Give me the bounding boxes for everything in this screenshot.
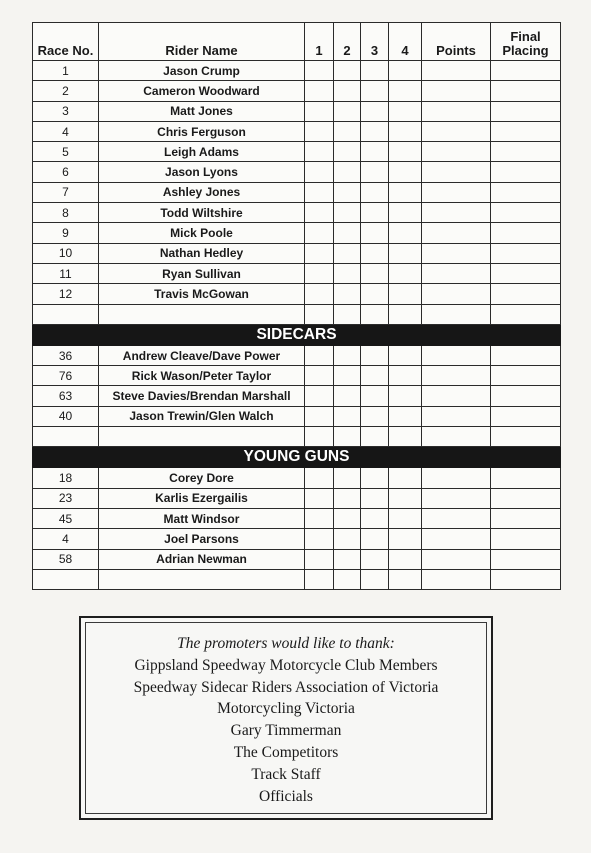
heat-3-cell[interactable] — [361, 406, 389, 426]
heat-2-cell[interactable] — [334, 81, 361, 101]
heat-1-cell[interactable] — [305, 366, 334, 386]
heat-4-cell[interactable] — [389, 142, 422, 162]
heat-1-cell[interactable] — [305, 121, 334, 141]
race-number: 11 — [33, 263, 99, 283]
rider-name: Nathan Hedley — [99, 243, 305, 263]
rider-name: Jason Trewin/Glen Walch — [99, 406, 305, 426]
final-placing-cell[interactable] — [491, 101, 561, 121]
final-placing-cell[interactable] — [491, 386, 561, 406]
col-rider-name: Rider Name — [99, 23, 305, 61]
race-number: 7 — [33, 182, 99, 202]
race-number: 12 — [33, 284, 99, 304]
thanks-line: Speedway Sidecar Riders Association of Victoria — [133, 678, 439, 696]
rider-row — [33, 243, 561, 263]
heat-4-cell[interactable] — [389, 529, 422, 549]
rider-row — [33, 142, 561, 162]
heat-3-cell[interactable] — [361, 223, 389, 243]
heat-1-cell[interactable] — [305, 304, 334, 324]
blank-row — [33, 427, 561, 447]
rider-name: Todd Wiltshire — [99, 203, 305, 223]
col-points: Points — [422, 23, 491, 61]
rider-name: Matt Jones — [99, 101, 305, 121]
rider-row — [33, 549, 561, 569]
points-cell[interactable] — [422, 427, 491, 447]
heat-1-cell[interactable] — [305, 345, 334, 365]
rider-name: Karlis Ezergailis — [99, 488, 305, 508]
heat-1-cell[interactable] — [305, 223, 334, 243]
race-number: 3 — [33, 101, 99, 121]
race-number[interactable] — [33, 427, 99, 447]
heat-3-cell[interactable] — [361, 549, 389, 569]
header-row — [33, 23, 561, 61]
heat-4-cell[interactable] — [389, 304, 422, 324]
points-cell[interactable] — [422, 243, 491, 263]
heat-1-cell[interactable] — [305, 142, 334, 162]
race-number: 6 — [33, 162, 99, 182]
heat-4-cell[interactable] — [389, 81, 422, 101]
rider-name: Ryan Sullivan — [99, 263, 305, 283]
rider-name: Corey Dore — [99, 468, 305, 488]
final-placing-cell[interactable] — [491, 304, 561, 324]
race-number: 63 — [33, 386, 99, 406]
rider-row — [33, 203, 561, 223]
heat-4-cell[interactable] — [389, 549, 422, 569]
final-placing-cell[interactable] — [491, 569, 561, 589]
heat-3-cell[interactable] — [361, 345, 389, 365]
points-cell[interactable] — [422, 284, 491, 304]
heat-3-cell[interactable] — [361, 304, 389, 324]
points-cell[interactable] — [422, 488, 491, 508]
heat-2-cell[interactable] — [334, 406, 361, 426]
heat-1-cell[interactable] — [305, 203, 334, 223]
heat-3-cell[interactable] — [361, 427, 389, 447]
final-placing-cell[interactable] — [491, 529, 561, 549]
heat-2-cell[interactable] — [334, 427, 361, 447]
rider-name[interactable] — [99, 304, 305, 324]
final-placing-cell[interactable] — [491, 488, 561, 508]
heat-1-cell[interactable] — [305, 61, 334, 81]
thanks-box-inner — [85, 622, 487, 814]
heat-4-cell[interactable] — [389, 284, 422, 304]
race-number: 76 — [33, 366, 99, 386]
rider-name: Ashley Jones — [99, 182, 305, 202]
heat-3-cell[interactable] — [361, 162, 389, 182]
heat-4-cell[interactable] — [389, 386, 422, 406]
heat-1-cell[interactable] — [305, 468, 334, 488]
heat-4-cell[interactable] — [389, 468, 422, 488]
heat-1-cell[interactable] — [305, 162, 334, 182]
rider-row — [33, 345, 561, 365]
heat-3-cell[interactable] — [361, 243, 389, 263]
points-cell[interactable] — [422, 203, 491, 223]
final-placing-cell[interactable] — [491, 406, 561, 426]
race-number: 23 — [33, 488, 99, 508]
heat-3-cell[interactable] — [361, 569, 389, 589]
heat-2-cell[interactable] — [334, 488, 361, 508]
heat-1-cell[interactable] — [305, 284, 334, 304]
points-cell[interactable] — [422, 406, 491, 426]
heat-3-cell[interactable] — [361, 142, 389, 162]
race-number[interactable] — [33, 304, 99, 324]
rider-name[interactable] — [99, 569, 305, 589]
rider-name: Leigh Adams — [99, 142, 305, 162]
rider-name: Adrian Newman — [99, 549, 305, 569]
heat-2-cell[interactable] — [334, 549, 361, 569]
rider-name: Travis McGowan — [99, 284, 305, 304]
final-placing-cell[interactable] — [491, 284, 561, 304]
heat-3-cell[interactable] — [361, 182, 389, 202]
rider-row — [33, 488, 561, 508]
rider-row — [33, 182, 561, 202]
rider-row — [33, 101, 561, 121]
heat-3-cell[interactable] — [361, 81, 389, 101]
rider-name: Joel Parsons — [99, 529, 305, 549]
heat-2-cell[interactable] — [334, 142, 361, 162]
col-heat-4: 4 — [389, 23, 422, 61]
heat-2-cell[interactable] — [334, 529, 361, 549]
rider-row — [33, 529, 561, 549]
race-number: 1 — [33, 61, 99, 81]
heat-4-cell[interactable] — [389, 203, 422, 223]
points-cell[interactable] — [422, 263, 491, 283]
rider-name: Mick Poole — [99, 223, 305, 243]
points-cell[interactable] — [422, 142, 491, 162]
heat-2-cell[interactable] — [334, 304, 361, 324]
final-placing-cell[interactable] — [491, 203, 561, 223]
rider-row — [33, 263, 561, 283]
heat-1-cell[interactable] — [305, 263, 334, 283]
rider-name: Andrew Cleave/Dave Power — [99, 345, 305, 365]
heat-3-cell[interactable] — [361, 488, 389, 508]
heat-1-cell[interactable] — [305, 569, 334, 589]
heat-2-cell[interactable] — [334, 263, 361, 283]
heat-4-cell[interactable] — [389, 366, 422, 386]
race-number: 5 — [33, 142, 99, 162]
heat-4-cell[interactable] — [389, 223, 422, 243]
heat-3-cell[interactable] — [361, 529, 389, 549]
race-number: 2 — [33, 81, 99, 101]
heat-4-cell[interactable] — [389, 61, 422, 81]
heat-4-cell[interactable] — [389, 162, 422, 182]
points-cell[interactable] — [422, 121, 491, 141]
heat-1-cell[interactable] — [305, 406, 334, 426]
heat-2-cell[interactable] — [334, 366, 361, 386]
final-placing-cell[interactable] — [491, 263, 561, 283]
heat-3-cell[interactable] — [361, 61, 389, 81]
points-cell[interactable] — [422, 468, 491, 488]
heat-2-cell[interactable] — [334, 569, 361, 589]
final-placing-cell[interactable] — [491, 162, 561, 182]
final-placing-cell[interactable] — [491, 121, 561, 141]
rider-row — [33, 406, 561, 426]
heat-4-cell[interactable] — [389, 101, 422, 121]
points-cell[interactable] — [422, 529, 491, 549]
final-placing-cell[interactable] — [491, 427, 561, 447]
final-placing-cell[interactable] — [491, 243, 561, 263]
heat-4-cell[interactable] — [389, 508, 422, 528]
rider-name: Rick Wason/Peter Taylor — [99, 366, 305, 386]
final-placing-cell[interactable] — [491, 345, 561, 365]
heat-1-cell[interactable] — [305, 549, 334, 569]
thanks-line: Motorcycling Victoria — [217, 700, 355, 718]
race-number: 58 — [33, 549, 99, 569]
rider-row — [33, 508, 561, 528]
thanks-line: The Competitors — [233, 743, 339, 761]
col-heat-2: 2 — [334, 23, 361, 61]
rider-name: Matt Windsor — [99, 508, 305, 528]
heat-4-cell[interactable] — [389, 406, 422, 426]
heat-4-cell[interactable] — [389, 263, 422, 283]
points-cell[interactable] — [422, 101, 491, 121]
section-title-sidecars: SIDECARS — [33, 324, 561, 345]
heat-3-cell[interactable] — [361, 284, 389, 304]
heat-4-cell[interactable] — [389, 488, 422, 508]
heat-3-cell[interactable] — [361, 508, 389, 528]
heat-2-cell[interactable] — [334, 203, 361, 223]
heat-2-cell[interactable] — [334, 508, 361, 528]
final-placing-cell[interactable] — [491, 61, 561, 81]
heat-3-cell[interactable] — [361, 121, 389, 141]
thanks-line: Track Staff — [251, 765, 321, 783]
rider-row — [33, 284, 561, 304]
points-cell[interactable] — [422, 508, 491, 528]
heat-1-cell[interactable] — [305, 386, 334, 406]
rider-name: Jason Crump — [99, 61, 305, 81]
race-number: 9 — [33, 223, 99, 243]
final-placing-cell[interactable] — [491, 182, 561, 202]
heat-1-cell[interactable] — [305, 182, 334, 202]
rider-row — [33, 468, 561, 488]
thanks-box — [79, 616, 493, 820]
race-number: 40 — [33, 406, 99, 426]
points-cell[interactable] — [422, 61, 491, 81]
rider-row — [33, 121, 561, 141]
rider-row — [33, 386, 561, 406]
heat-2-cell[interactable] — [334, 386, 361, 406]
heat-2-cell[interactable] — [334, 284, 361, 304]
rider-name[interactable] — [99, 427, 305, 447]
heat-2-cell[interactable] — [334, 345, 361, 365]
section-title-young-guns: YOUNG GUNS — [33, 447, 561, 468]
rider-name: Jason Lyons — [99, 162, 305, 182]
race-number: 8 — [33, 203, 99, 223]
heat-1-cell[interactable] — [305, 243, 334, 263]
points-cell[interactable] — [422, 304, 491, 324]
final-placing-cell[interactable] — [491, 81, 561, 101]
points-cell[interactable] — [422, 569, 491, 589]
points-cell[interactable] — [422, 549, 491, 569]
rider-row — [33, 366, 561, 386]
rider-row — [33, 61, 561, 81]
col-heat-3: 3 — [361, 23, 389, 61]
rider-row — [33, 81, 561, 101]
heat-1-cell[interactable] — [305, 101, 334, 121]
rider-name: Chris Ferguson — [99, 121, 305, 141]
rider-name: Steve Davies/Brendan Marshall — [99, 386, 305, 406]
race-number: 10 — [33, 243, 99, 263]
heat-1-cell[interactable] — [305, 508, 334, 528]
final-placing-cell[interactable] — [491, 366, 561, 386]
final-placing-cell[interactable] — [491, 468, 561, 488]
points-cell[interactable] — [422, 386, 491, 406]
points-cell[interactable] — [422, 366, 491, 386]
heat-3-cell[interactable] — [361, 386, 389, 406]
heat-2-cell[interactable] — [334, 468, 361, 488]
final-placing-cell[interactable] — [491, 223, 561, 243]
heat-2-cell[interactable] — [334, 101, 361, 121]
section-row — [33, 324, 561, 345]
heat-4-cell[interactable] — [389, 243, 422, 263]
heat-3-cell[interactable] — [361, 366, 389, 386]
heat-1-cell[interactable] — [305, 427, 334, 447]
heat-3-cell[interactable] — [361, 101, 389, 121]
heat-1-cell[interactable] — [305, 488, 334, 508]
points-cell[interactable] — [422, 345, 491, 365]
heat-3-cell[interactable] — [361, 468, 389, 488]
thanks-line: Gary Timmerman — [230, 722, 342, 740]
race-number[interactable] — [33, 569, 99, 589]
race-number: 36 — [33, 345, 99, 365]
points-cell[interactable] — [422, 182, 491, 202]
thanks-line: Officials — [259, 787, 313, 805]
col-final-placing: Final Placing — [491, 23, 561, 61]
heat-4-cell[interactable] — [389, 427, 422, 447]
heat-2-cell[interactable] — [334, 182, 361, 202]
heat-1-cell[interactable] — [305, 81, 334, 101]
heat-3-cell[interactable] — [361, 203, 389, 223]
heat-4-cell[interactable] — [389, 121, 422, 141]
heat-4-cell[interactable] — [389, 182, 422, 202]
rider-name: Cameron Woodward — [99, 81, 305, 101]
heat-4-cell[interactable] — [389, 569, 422, 589]
heat-1-cell[interactable] — [305, 529, 334, 549]
rider-row — [33, 223, 561, 243]
final-placing-cell[interactable] — [491, 142, 561, 162]
heat-2-cell[interactable] — [334, 162, 361, 182]
section-row — [33, 447, 561, 468]
points-cell[interactable] — [422, 223, 491, 243]
thanks-title: The promoters would like to thank: — [177, 635, 395, 652]
col-race-no: Race No. — [33, 23, 99, 61]
race-number: 45 — [33, 508, 99, 528]
race-number: 18 — [33, 468, 99, 488]
col-heat-1: 1 — [305, 23, 334, 61]
points-cell[interactable] — [422, 162, 491, 182]
heat-2-cell[interactable] — [334, 243, 361, 263]
heat-2-cell[interactable] — [334, 223, 361, 243]
final-placing-cell[interactable] — [491, 549, 561, 569]
heat-2-cell[interactable] — [334, 61, 361, 81]
heat-3-cell[interactable] — [361, 263, 389, 283]
blank-row — [33, 569, 561, 589]
heat-2-cell[interactable] — [334, 121, 361, 141]
race-number: 4 — [33, 121, 99, 141]
points-cell[interactable] — [422, 81, 491, 101]
blank-row — [33, 304, 561, 324]
race-number: 4 — [33, 529, 99, 549]
rider-row — [33, 162, 561, 182]
heat-4-cell[interactable] — [389, 345, 422, 365]
thanks-line: Gippsland Speedway Motorcycle Club Members — [134, 656, 438, 674]
scoring-table — [32, 22, 561, 590]
final-placing-cell[interactable] — [491, 508, 561, 528]
